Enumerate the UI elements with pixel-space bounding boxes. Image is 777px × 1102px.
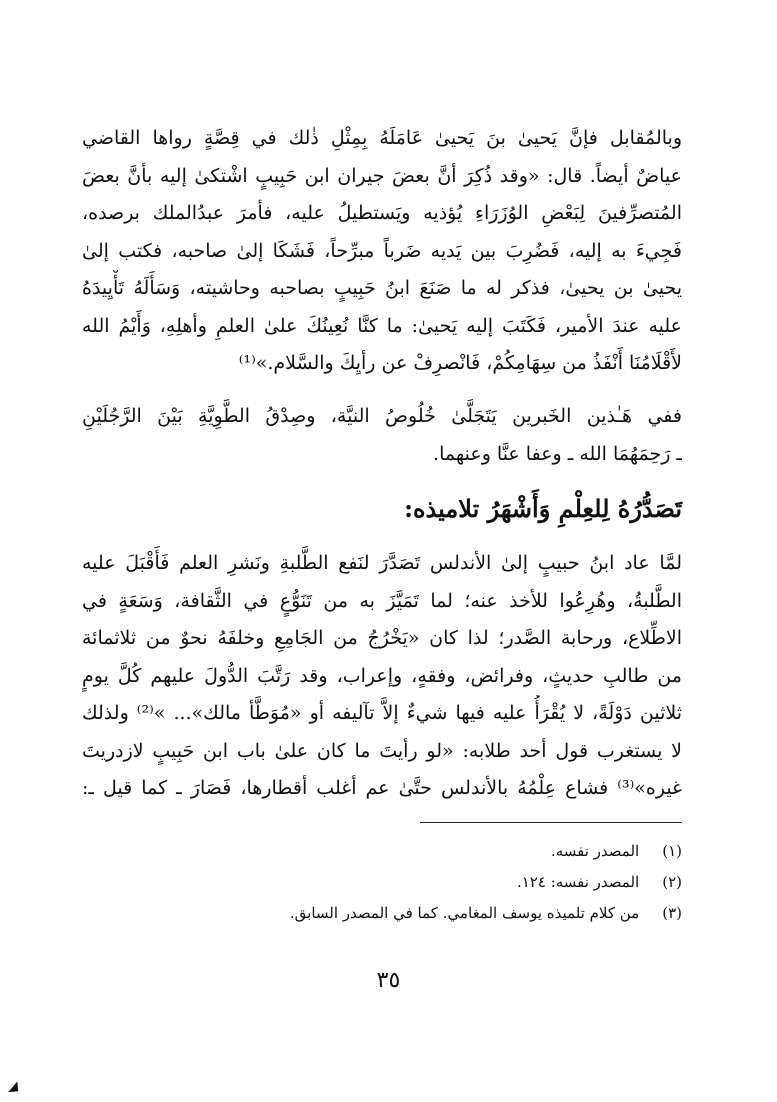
text-line: يحيىٰ بن يحيىٰ، فذكر له ما صَنَعَ ابنُ حَبِيبٍ بصاحبه وحاشيته، وَسَأَلَهُ تَأْيِيدَهُ [82,277,682,299]
footnote-text: المصدر نفسه. [550,842,640,860]
text-line: ثلاثين دَوْلَةً، لا يُقْرَأُ عليه فيها شيءٌ إلاَّ تآليفه أو «مُوَطَّأ مالك»... »⁽²⁾ ولذلك [82,702,682,724]
footnote-number: (٣) [662,904,682,922]
paragraph-teaching [82,545,682,808]
footnote-number: (٢) [662,873,682,891]
footnote-number: (١) [662,842,682,860]
text-line: من طالبِ حديثٍ، وفرائض، وفقهٍ، وإعراب، وقد رَتَّبَ الدُّولَ عليهم كُلَّ يومٍ [82,664,682,687]
text-line: ففي هَـٰذين الخَبرين يَتَجَلَّىٰ خُلُوصُ النيَّة، وصِدْقُ الطَّوِيَّةِ بَيْنَ الرَّجُلَيْنِ [82,405,682,427]
text-line: فَجِيءَ به إليه، فَضُرِبَ بين يَديه ضَرباً مبرِّحاً، فَشَكَا إلىٰ صاحبه، فكتب إلىٰ [82,239,682,262]
text-line: الطَّلبةُ، وهُرِعُوا للأخذ عنه؛ لما تَمَيَّزَ به من تَنَوُّعٍ في الثَّقافة، وَسَعَةٍ في [82,589,682,612]
text-line: لا يستغرب قول أحد طلابه: «لو رأيتَ ما كان علىٰ باب ابن حَبِيبٍ لازدريتَ [82,739,682,762]
footnote-divider [420,822,682,823]
text-line: عياضٌ أيضاً. قال: «وقد ذُكِرَ أنَّ بعضَ جيران ابن حَبِيبٍ اشْتكىٰ إليه بأنَّ بعضَ [82,164,682,187]
footnote-item [82,836,682,867]
text-line: المُتصرِّفينَ لِبَعْضِ الوُزَرَاءِ يُؤذيه ويَستطيلُ عليه، فأمرَ عبدُالملك برصده، [82,202,682,224]
text-line: وبالمُقابل فإنَّ يَحيىٰ بنَ يَحيىٰ عَامَلَهُ بِمِثْلِ ذٰلك في قِصَّةٍ رواها القاضي [82,127,682,149]
corner-arrow-icon [8,1081,22,1096]
footnote-item [82,898,682,929]
footnotes [82,836,682,929]
text-line: الاطِّلاع، ورحابة الصَّدر؛ لذا كان «يَخْرُجُ من الجَامِعِ وخلفَهُ نحوٌ من ثلاثمائة [82,627,682,649]
footnote-item [82,867,682,898]
text-line: ـ رَحِمَهُمَا الله ـ وعفا عنَّا وعنهما. [433,442,682,465]
footnote-text: المصدر نفسه: ١٢٤. [516,873,640,891]
paragraph-anecdote [82,120,682,383]
text-line: غيره»⁽³⁾ فشاع عِلْمُهُ بالأندلس حتَّىٰ عم أغلب أقطارها، فَصَارَ ـ كما قيل ـ: [82,777,682,799]
text-line: لأَقْلَامُنَا أَنْفَذُ من سِهَامِكُمْ، فَانْصرِفْ عن رأيِكَ والسَّلام.»⁽¹⁾ [238,352,682,374]
footnote-text: من كلام تلميذه يوسف المغامي. كما في المصدر السابق. [289,904,640,922]
page-number: ٣٥ [376,968,401,993]
section-heading: تَصَدُّرُهُ لِلعِلْمِ وَأَشْهَرُ تلاميذه: [404,494,682,523]
text-line: لمَّا عاد ابنُ حبيبٍ إلىٰ الأندلس تَصَدَّرَ لنَفع الطَّلبةِ ونَشرِ العلم فَأَقْبَلَ عليه [82,552,682,574]
text-line: عليه عندَ الأمير، فَكَتَبَ إليه يَحيىٰ: ما كنَّا نُعِينُكَ علىٰ العلمِ وأهلِهِ، وَأَيْمُ الله [82,314,682,337]
paragraph-conclusion [82,398,682,473]
